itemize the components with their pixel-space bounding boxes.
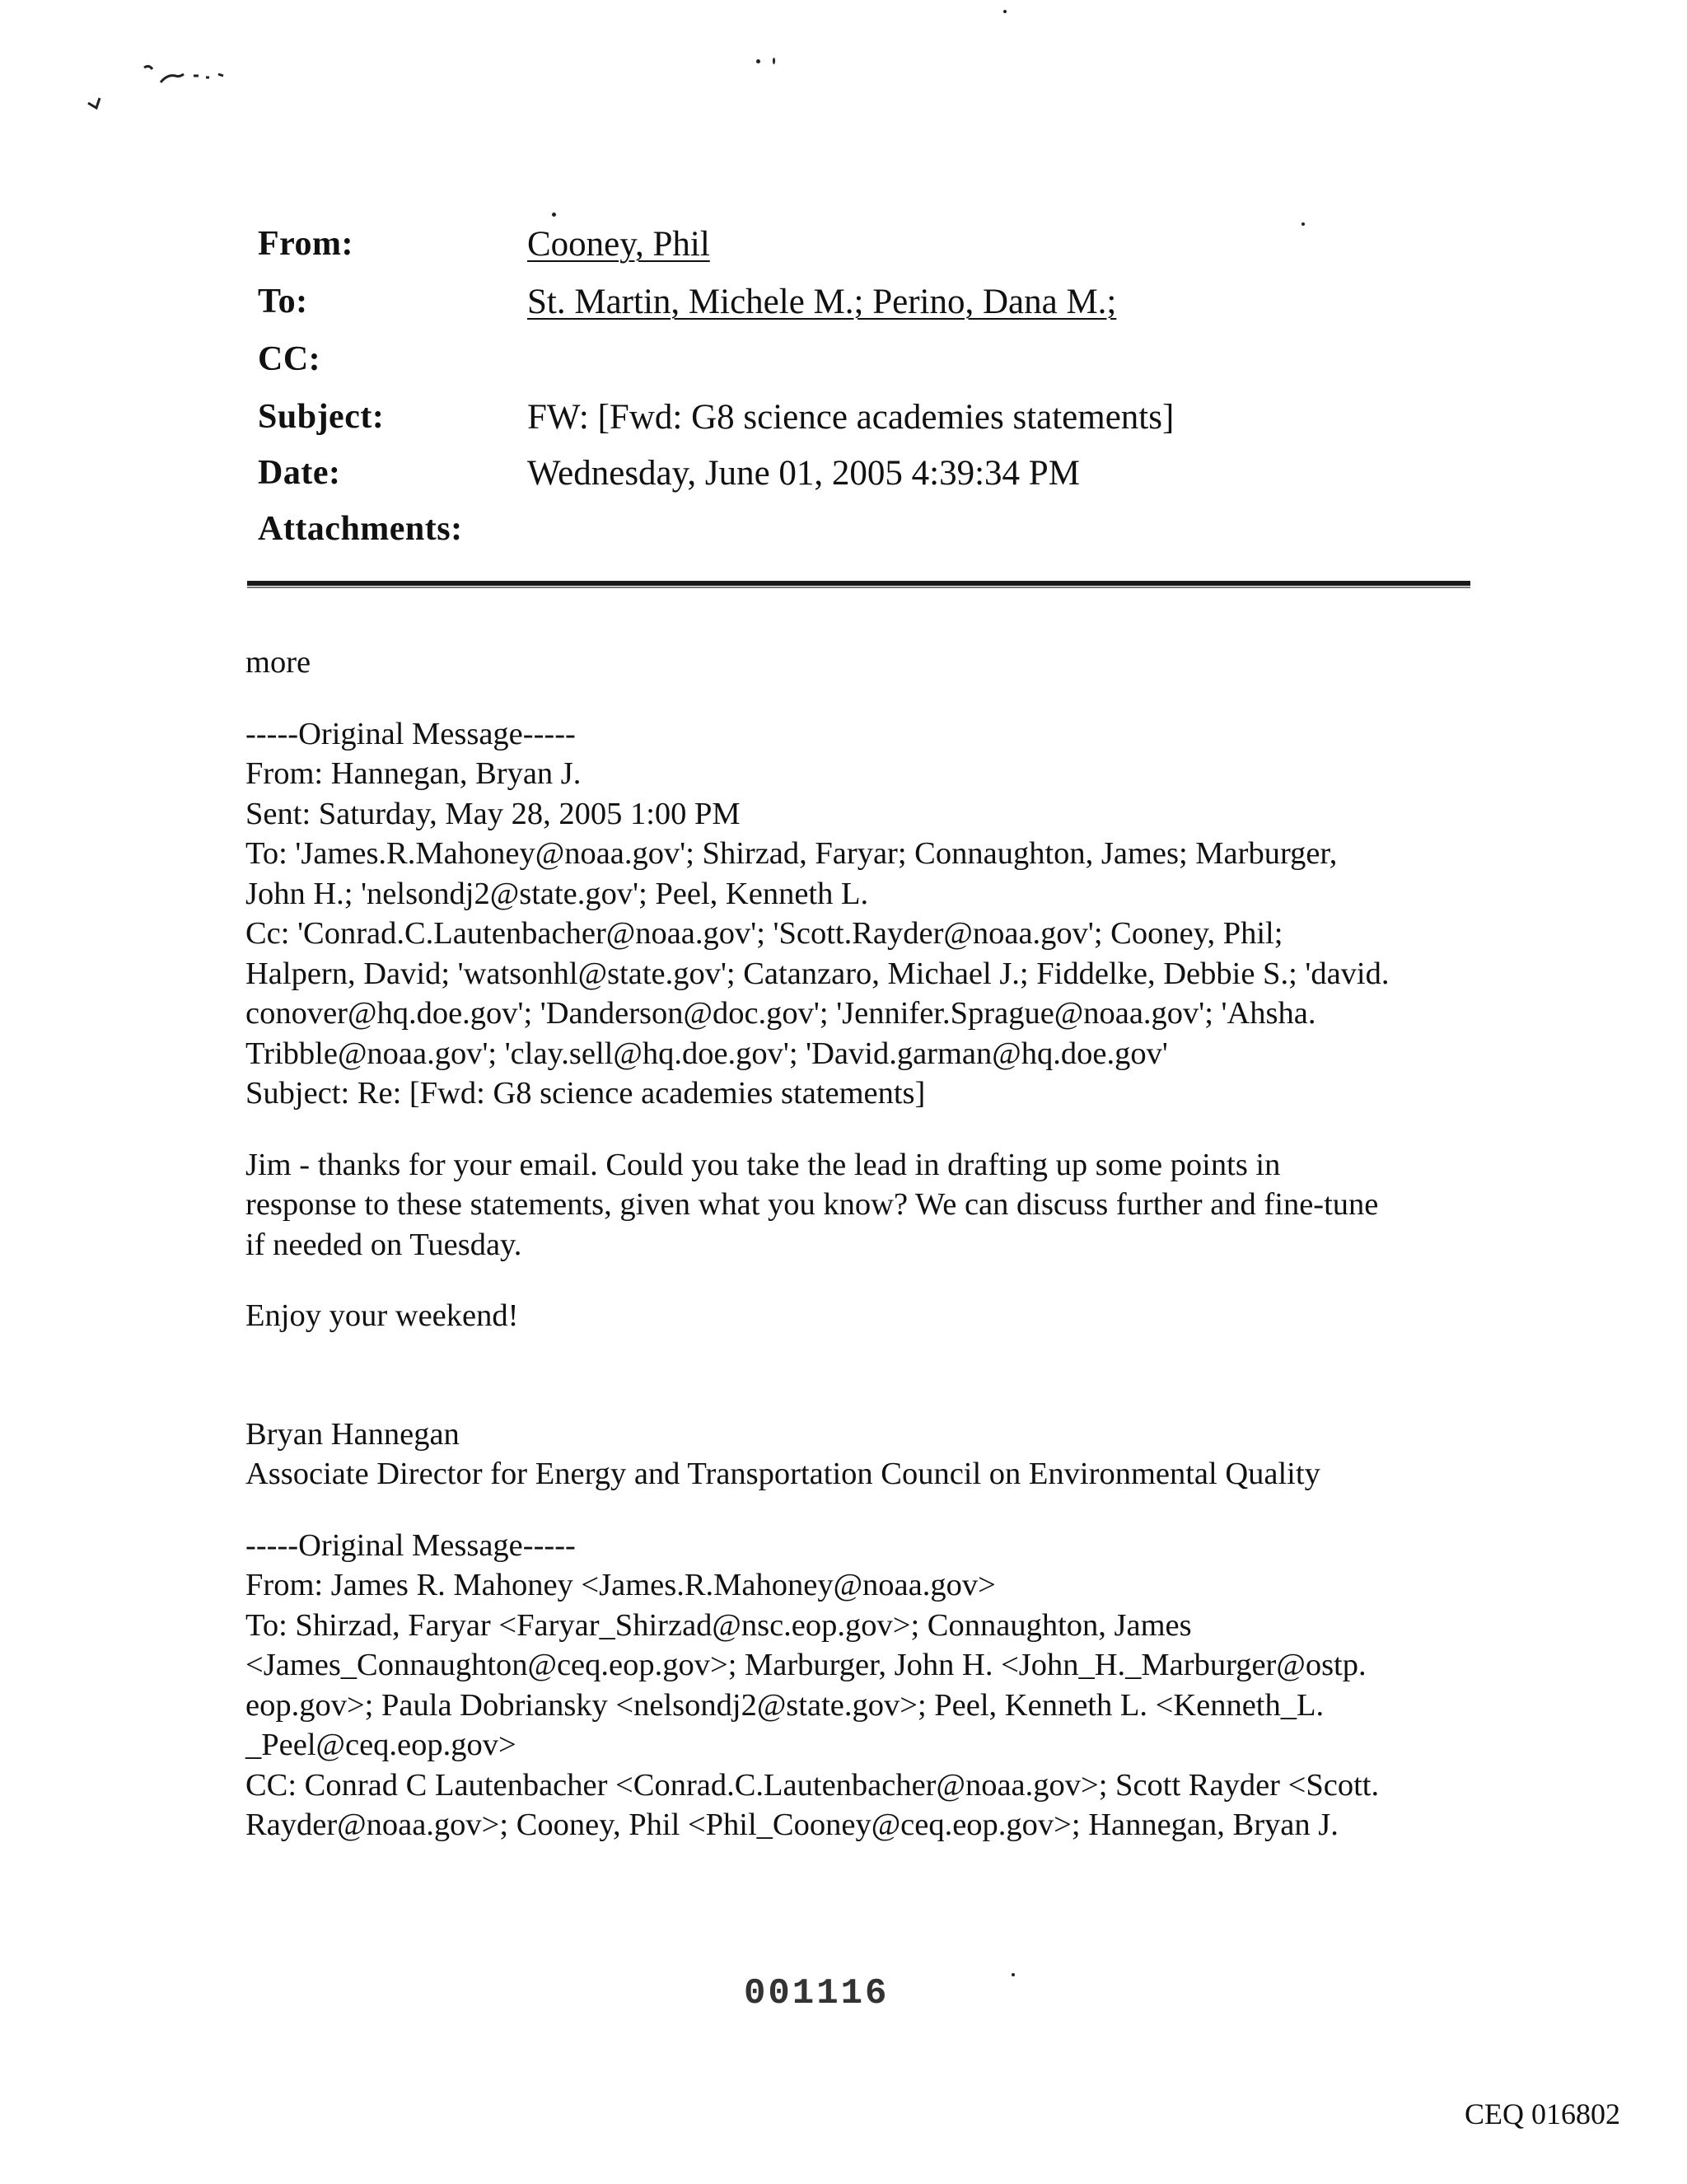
- intro-text: more: [245, 645, 311, 680]
- scan-speck: [756, 59, 760, 63]
- original2-cc-line: Rayder@noaa.gov>; Cooney, Phil <Phil_Cooney@ceq.eop.gov>; Hannegan, Bryan J.: [245, 1808, 1339, 1842]
- original2-to-line: eop.gov>; Paula Dobriansky <nelsondj2@state.gov>; Peel, Kenneth L. <Kenneth_L.: [245, 1687, 1325, 1723]
- original-message-separator: -----Original Message-----: [245, 716, 576, 751]
- original2-to-line: To: Shirzad, Faryar <Faryar_Shirzad@nsc.eop.gov>; Connaughton, James: [245, 1607, 1192, 1643]
- scan-speck: [1012, 1973, 1015, 1976]
- bates-stamp: 001116: [744, 1973, 890, 2014]
- signature-title: Associate Director for Energy and Transportation Council on Environmental Quality: [245, 1457, 1320, 1491]
- original-subject: Subject: Re: [Fwd: G8 science academies statements]: [245, 1076, 926, 1111]
- header-divider-shadow: [247, 587, 1470, 588]
- original-to-line: John H.; 'nelsondj2@state.gov'; Peel, Kenneth L.: [245, 876, 869, 911]
- date-value: Wednesday, June 01, 2005 4:39:34 PM: [527, 454, 1080, 493]
- original-cc-line: Cc: 'Conrad.C.Lautenbacher@noaa.gov'; 'Scott.Rayder@noaa.gov'; Cooney, Phil;: [245, 916, 1283, 951]
- original2-to-line: _Peel@ceq.eop.gov>: [245, 1728, 516, 1762]
- header-divider: [247, 581, 1470, 586]
- message-line: response to these statements, given what you know? We can discuss further and fine-tune: [245, 1187, 1379, 1222]
- original-cc-line: Tribble@noaa.gov'; 'clay.sell@hq.doe.gov'; 'David.garman@hq.doe.gov': [245, 1036, 1168, 1071]
- from-value[interactable]: Cooney, Phil: [527, 225, 710, 264]
- scan-mark-icon: [78, 58, 259, 124]
- scan-speck: [552, 213, 556, 217]
- original-cc-line: Halpern, David; 'watsonhl@state.gov'; Catanzaro, Michael J.; Fiddelke, Debbie S.; 'david.: [245, 956, 1390, 991]
- scan-speck: [1003, 10, 1007, 13]
- original2-from: From: James R. Mahoney <James.R.Mahoney@noaa.gov>: [245, 1568, 996, 1602]
- date-label: Date:: [258, 454, 341, 492]
- original-from: From: Hannegan, Bryan J.: [245, 756, 582, 791]
- document-number: CEQ 016802: [1465, 2097, 1620, 2130]
- original-cc-line: conover@hq.doe.gov'; 'Danderson@doc.gov'; 'Jennifer.Sprague@noaa.gov'; 'Ahsha.: [245, 996, 1316, 1031]
- original2-to-line: <James_Connaughton@ceq.eop.gov>; Marburger, John H. <John_H._Marburger@ostp.: [245, 1648, 1367, 1682]
- from-label: From:: [258, 225, 354, 263]
- subject-label: Subject:: [258, 398, 385, 436]
- message-line: if needed on Tuesday.: [245, 1227, 522, 1262]
- email-body: [245, 643, 1498, 1845]
- message-line: Jim - thanks for your email. Could you take the lead in drafting up some points in: [245, 1147, 1281, 1182]
- original-sent: Sent: Saturday, May 28, 2005 1:00 PM: [245, 796, 741, 831]
- to-label: To:: [258, 283, 308, 320]
- scan-speck: [1301, 222, 1305, 226]
- attachments-label: Attachments:: [258, 510, 463, 548]
- cc-label: CC:: [258, 340, 321, 378]
- to-value[interactable]: St. Martin, Michele M.; Perino, Dana M.;: [527, 283, 1117, 321]
- original2-cc-line: CC: Conrad C Lautenbacher <Conrad.C.Lautenbacher@noaa.gov>; Scott Rayder <Scott.: [245, 1767, 1380, 1803]
- scan-speck: [773, 58, 775, 64]
- original-to-line: To: 'James.R.Mahoney@noaa.gov'; Shirzad, Faryar; Connaughton, James; Marburger,: [245, 836, 1338, 871]
- signature-name: Bryan Hannegan: [245, 1416, 460, 1452]
- closing-text: Enjoy your weekend!: [245, 1298, 519, 1333]
- original-message-separator: -----Original Message-----: [245, 1527, 576, 1563]
- subject-value: FW: [Fwd: G8 science academies statements]: [527, 398, 1175, 437]
